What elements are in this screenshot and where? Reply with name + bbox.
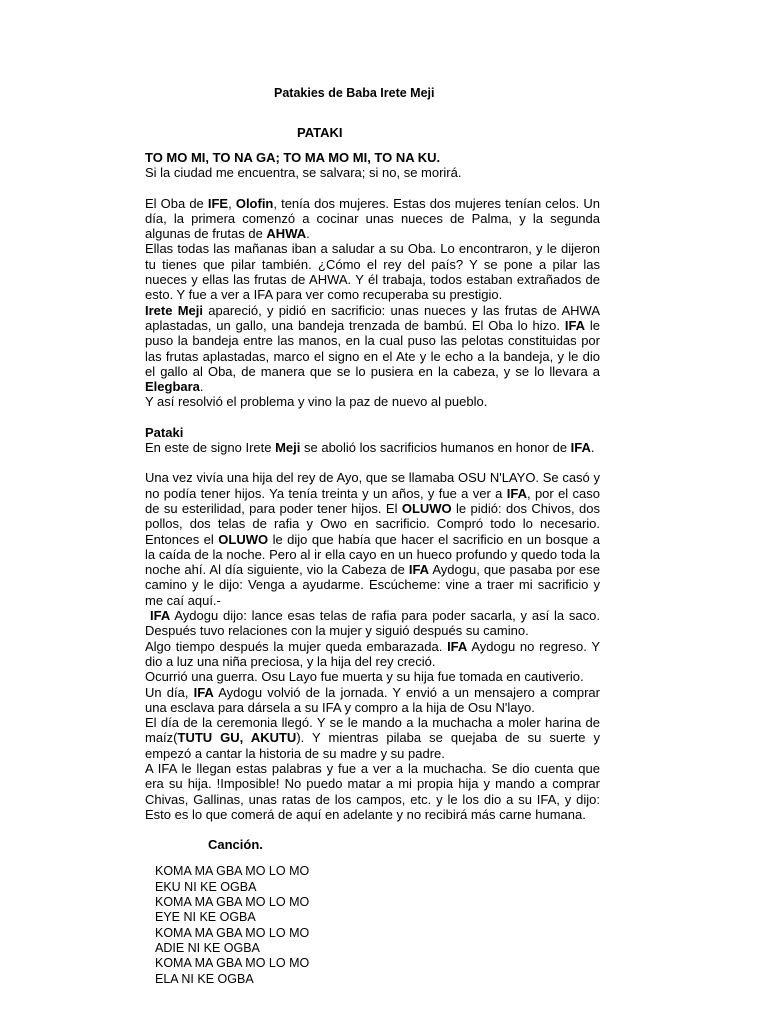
text-run: se abolió los sacrificios humanos en honor de xyxy=(300,440,571,456)
song-lyrics xyxy=(145,864,600,986)
spacer xyxy=(145,410,600,425)
song-line: KOMA MA GBA MO LO MO xyxy=(155,895,310,910)
paragraph xyxy=(145,608,600,639)
text-run: El día de la ceremonia llegó. Y se le mando a la muchacha a moler harina de maíz( xyxy=(145,715,600,746)
text-run: le pidió: dos Chivos, dos pollos, dos telas de rafia y Owo en sacrificio. Compró todo lo necesario. Entonces el xyxy=(145,500,600,547)
text-run: Aydogu volvió de la jornada. Y envió a un mensajero a comprar una esclava para dársela a su IFA y compro a la hija de Osu N'layo. xyxy=(145,684,600,715)
paragraph xyxy=(145,470,600,608)
text-run: , por el caso de su esterilidad, para poder tener hijos. El xyxy=(145,485,600,516)
bold-text: OLUWO xyxy=(218,531,269,547)
text-run: apareció, y pidió en sacrificio: unas nueces y las frutas de AHWA aplastadas, un gallo, una bandeja trenzada de bambú. El Oba lo hizo. xyxy=(145,302,600,333)
spacer xyxy=(145,181,600,196)
text-run: . xyxy=(306,226,310,242)
bold-text: IFA xyxy=(150,608,171,624)
text-run: , tenía dos mujeres. Estas dos mujeres tenían celos. Un día, la primera comenzó a cocinar unas nueces de Palma, y la segunda algunas de frutas de xyxy=(145,195,600,242)
song-line: ELA NI KE OGBA xyxy=(155,971,254,986)
song-line: EKU NI KE OGBA xyxy=(155,879,257,894)
bold-text: IFA xyxy=(447,638,468,654)
spacer xyxy=(145,140,600,150)
document-page xyxy=(145,86,600,987)
paragraph: Ellas todas las mañanas iban a saludar a su Oba. Lo encontraron, y le dijeron tu tienes que pilar también. ¿Cómo el rey del país? Y se pone a pilar las nueces y ellas las frutas de AHWA. Y él trabaja, todos estaban extrañados de esto. Y fue a ver a IFA para ver como recuperaba su prestigio. xyxy=(145,241,600,303)
text-run: El Oba de xyxy=(145,195,208,211)
paragraph xyxy=(145,196,600,242)
text-run: Aydogu no regreso. Y dio a luz una niña preciosa, y la hija del rey creció. xyxy=(145,638,601,669)
yoruba-phrase: TO MO MI, TO NA GA; TO MA MO MI, TO NA KU. xyxy=(145,150,441,165)
text-run: En este de signo Irete xyxy=(145,440,276,456)
bold-text: Meji xyxy=(275,440,301,456)
song-line: KOMA MA GBA MO LO MO xyxy=(155,864,310,879)
text-run: Aydogu, que pasaba por ese camino y le dijo: Venga a ayudarme. Escúcheme: vine a traer mi sacrificio y me caí aquí.- xyxy=(145,562,600,608)
song-line: KOMA MA GBA MO LO MO xyxy=(155,956,310,971)
song-line: EYE NI KE OGBA xyxy=(155,910,256,925)
bold-text: Elegbara xyxy=(145,379,200,395)
bold-text: IFA xyxy=(564,317,586,333)
section-heading-pataki-2: Pataki xyxy=(145,424,184,440)
text-run: , xyxy=(228,195,236,211)
section-heading-pataki: PATAKI xyxy=(297,125,343,140)
text-run: . xyxy=(199,379,204,395)
bold-text: Irete Meji xyxy=(145,302,203,318)
text-run: Algo tiempo después la mujer queda embarazada. xyxy=(145,638,448,654)
paragraph xyxy=(145,685,600,716)
text-run: ). Y mientras pilaba se quejaba de su suerte y empezó a cantar la historia de su madre y su padre. xyxy=(145,730,600,761)
bold-text: Olofin xyxy=(235,195,274,211)
song-line: KOMA MA GBA MO LO MO xyxy=(155,925,310,940)
bold-text: AHWA xyxy=(266,226,307,242)
bold-text: OLUWO xyxy=(401,500,452,516)
paragraph: Ocurrió una guerra. Osu Layo fue muerta y su hija fue tomada en cautiverio. xyxy=(145,669,584,685)
document-title: Patakies de Baba Irete Meji xyxy=(274,86,435,100)
text-run: Aydogu dijo: lance esas telas de rafia para poder sacarla, y así la saco. Después tuvo relaciones con la mujer y siguió después su camino. xyxy=(145,608,600,639)
text-run: le puso la bandeja entre las manos, en la cual puso las pelotas constituidas por las frutas aplastadas, marco el signo en el Ate y le echo a la bandeja, y le dio el gallo al Oba, de manera que se lo pusiera en la cabeza, y se lo llevara a xyxy=(145,317,601,379)
spacer xyxy=(145,455,600,470)
bold-text: IFA xyxy=(506,485,527,501)
paragraph: A IFA le llegan estas palabras y fue a ver a la muchacha. Se dio cuenta que era su hija. !Imposible! No puedo matar a mi propia hija y mando a comprar Chivas, Gallinas, unas ratas de los campos, etc. y le los dio a su IFA, y dijo: Esto es lo que comerá de aquí en adelante y no recibirá más carne humana. xyxy=(145,760,600,822)
text-run: Un día, xyxy=(145,684,194,700)
paragraph: Y así resolvió el problema y vino la paz de nuevo al pueblo. xyxy=(145,394,488,410)
paragraph xyxy=(145,303,600,395)
text-run: . xyxy=(590,440,595,456)
text-run: Una vez vivía una hija del rey de Ayo, que se llamaba OSU N'LAYO. Se casó y no podía tener hijos. Ya tenía treinta y un años, y fue a ver a xyxy=(145,470,600,501)
phrase-translation: Si la ciudad me encuentra, se salvara; si no, se morirá. xyxy=(145,165,462,181)
bold-text: IFA xyxy=(408,562,430,578)
bold-text: IFA xyxy=(193,684,214,700)
bold-text: IFA xyxy=(570,440,591,456)
text-run: le dijo que había que hacer el sacrificio en un bosque a la caída de la noche. Pero al ir ella cayo en un hueco profundo y quedo toda la noche ahí. Al día siguiente, vio la Cabeza de xyxy=(145,531,600,578)
paragraph xyxy=(145,715,600,761)
bold-text: TUTU GU, AKUTU xyxy=(177,730,297,746)
song-line: ADIE NI KE OGBA xyxy=(155,940,260,955)
paragraph xyxy=(145,440,600,455)
song-title: Canción. xyxy=(208,837,263,853)
bold-text: IFE xyxy=(207,195,229,211)
paragraph xyxy=(145,639,600,670)
